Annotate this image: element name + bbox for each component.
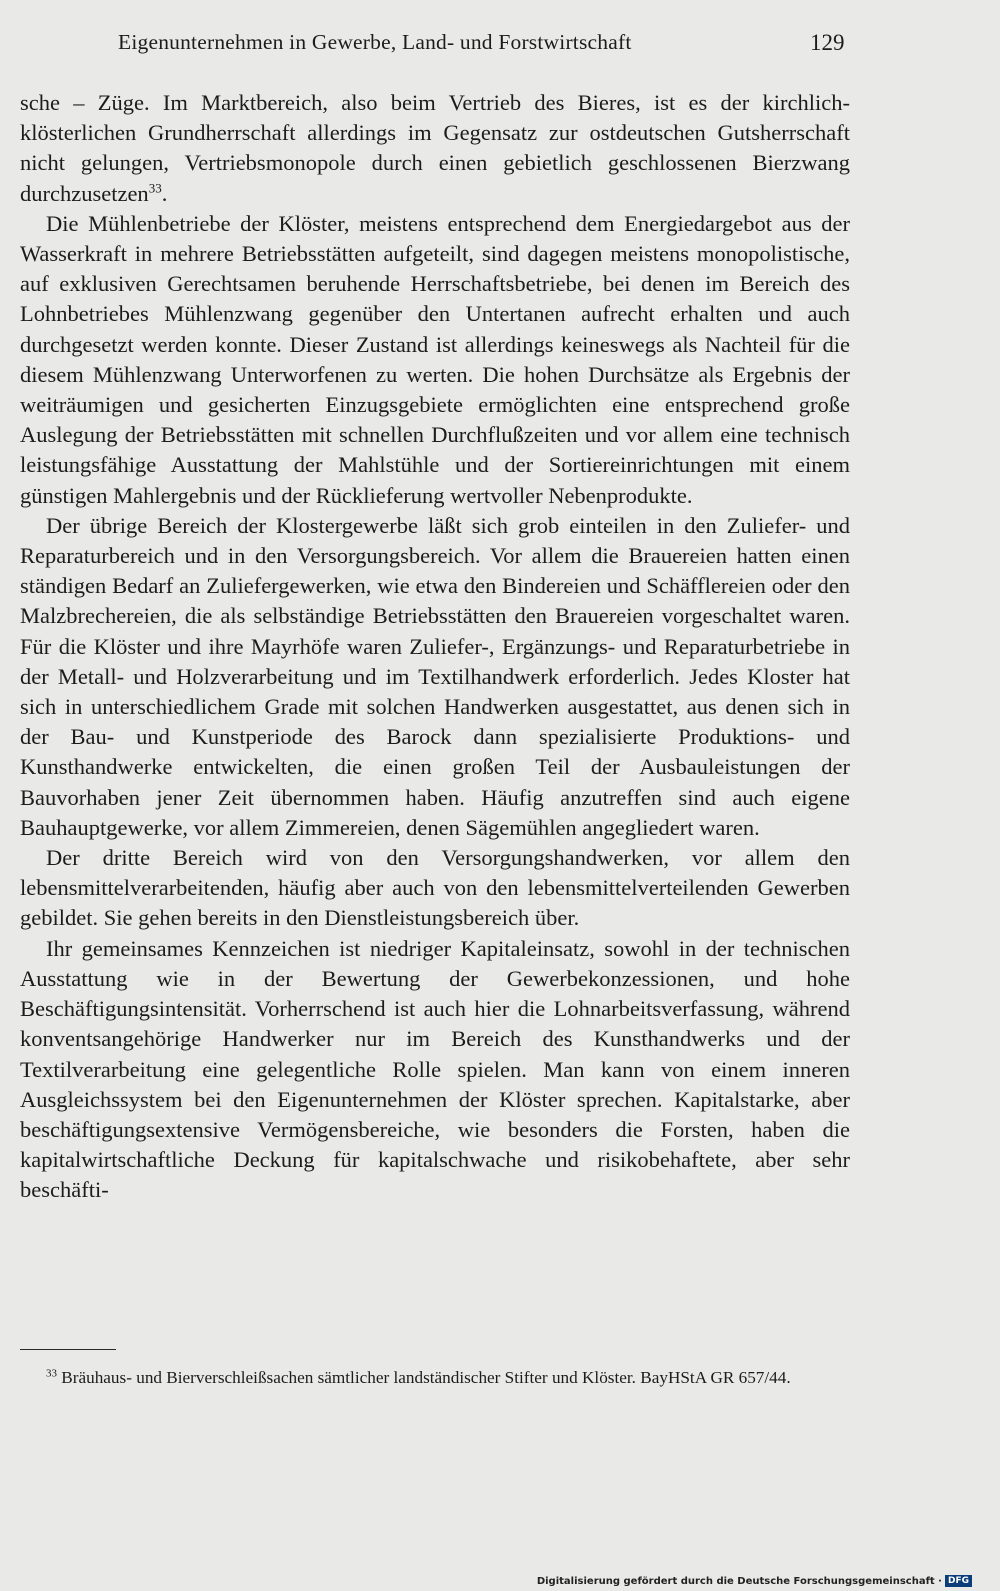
digitization-credit	[537, 1575, 972, 1587]
footnote	[20, 1366, 850, 1389]
footnote-divider	[20, 1349, 116, 1350]
body-text	[20, 88, 850, 1206]
paragraph: Ihr gemeinsames Kennzeichen ist niedriger Kapitaleinsatz, sowohl in der technischen Ausstattung wie in der Bewertung der Gewerbekonzessionen, und hohe Beschäftigungsintensität. Vorherrschend ist auch hier die Lohnarbeitsverfassung, während konventsangehörige Handwerker nur im Bereich des Kunsthandwerks und der Textilverarbeitung eine gelegentliche Rolle spielen. Man kann von einem inneren Ausgleichssystem bei den Eigenunternehmen der Klöster sprechen. Kapitalstarke, aber beschäftigungsextensive Vermögensbereiche, wie besonders die Forsten, haben die kapitalwirtschaftliche Deckung für kapitalschwache und risikobehaftete, aber sehr beschäfti-	[20, 935, 850, 1203]
dfg-logo: DFG	[945, 1575, 972, 1587]
running-title: Eigenunternehmen in Gewerbe, Land- und Forstwirtschaft	[118, 30, 632, 54]
paragraph: Die Mühlenbetriebe der Klöster, meistens entsprechend dem Energiedargebot aus der Wasserkraft in mehrere Betriebsstätten aufgeteilt, sind dagegen meistens monopolistische, auf exklusiven Gerechtsamen beruhende Herrschaftsbetriebe, bei denen im Bereich des Lohnbetriebes Mühlenzwang gegenüber den Untertanen aufrecht erhalten und auch durchgesetzt werden konnte. Dieser Zustand ist allerdings keineswegs als Nachteil für die diesem Mühlenzwang Unterworfenen zu werten. Die hohen Durchsätze als Ergebnis der weiträumigen und gesicherten Einzugsgebiete ermöglichten eine entsprechend große Auslegung der Betriebsstätten mit schnellen Durchflußzeiten und vor allem eine technisch leistungsfähige Ausstattung der Mahlstühle und der Sortiereinrichtungen mit einem günstigen Mahlergebnis und der Rücklieferung wertvoller Nebenprodukte.	[20, 210, 850, 508]
footnote-reference: 33	[148, 180, 162, 196]
paragraph: Der dritte Bereich wird von den Versorgungshandwerken, vor allem den lebensmittelverarbeitenden, häufig aber auch von den lebensmittelverteilenden Gewerben gebildet. Sie gehen bereits in den Dienstleistungsbereich über.	[20, 845, 850, 931]
paragraph-text: sche – Züge. Im Marktbereich, also beim Vertrieb des Bieres, ist es der kirchlich-klösterlichen Grundherrschaft allerdings im Gegensatz zur ostdeutschen Gutsherrschaft nicht gelungen, Vertriebsmonopole durch einen gebietlich geschlossenen Bierzwang durchzusetzen	[20, 90, 850, 206]
footnote-number: 33	[46, 1367, 57, 1380]
paragraph-tail: .	[161, 180, 168, 206]
credit-text: Digitalisierung gefördert durch die Deutsche Forschungsgemeinschaft ·	[536, 1575, 942, 1587]
footnote-text: Bräuhaus- und Bierverschleißsachen sämtlicher landständischer Stifter und Klöster. BayHStA GR 657/44.	[61, 1368, 791, 1387]
page-number: 129	[810, 30, 845, 55]
paragraph	[20, 88, 850, 209]
paragraph: Der übrige Bereich der Klostergewerbe läßt sich grob einteilen in den Zuliefer- und Reparaturbereich und in den Versorgungsbereich. Vor allem die Brauereien hatten einen ständigen Bedarf an Zuliefergewerken, wie etwa den Bindereien und Schäfflereien oder den Malzbrechereien, die als selbständige Betriebsstätten den Brauereien vorgeschaltet waren. Für die Klöster und ihre Mayrhöfe waren Zuliefer-, Ergänzungs- und Reparaturbetriebe in der Metall- und Holzverarbeitung und im Textilhandwerk erforderlich. Jedes Kloster hat sich in unterschiedlichem Grade mit solchen Handwerken ausgestattet, aus denen sich in der Bau- und Kunstperiode des Barock dann spezialisierte Produktions- und Kunsthandwerke entwickelten, die einen großen Teil der Ausbauleistungen der Bauvorhaben jener Zeit übernommen haben. Häufig anzutreffen sind auch eigene Bauhauptgewerke, vor allem Zimmereien, denen Sägemühlen angegliedert waren.	[20, 512, 850, 840]
